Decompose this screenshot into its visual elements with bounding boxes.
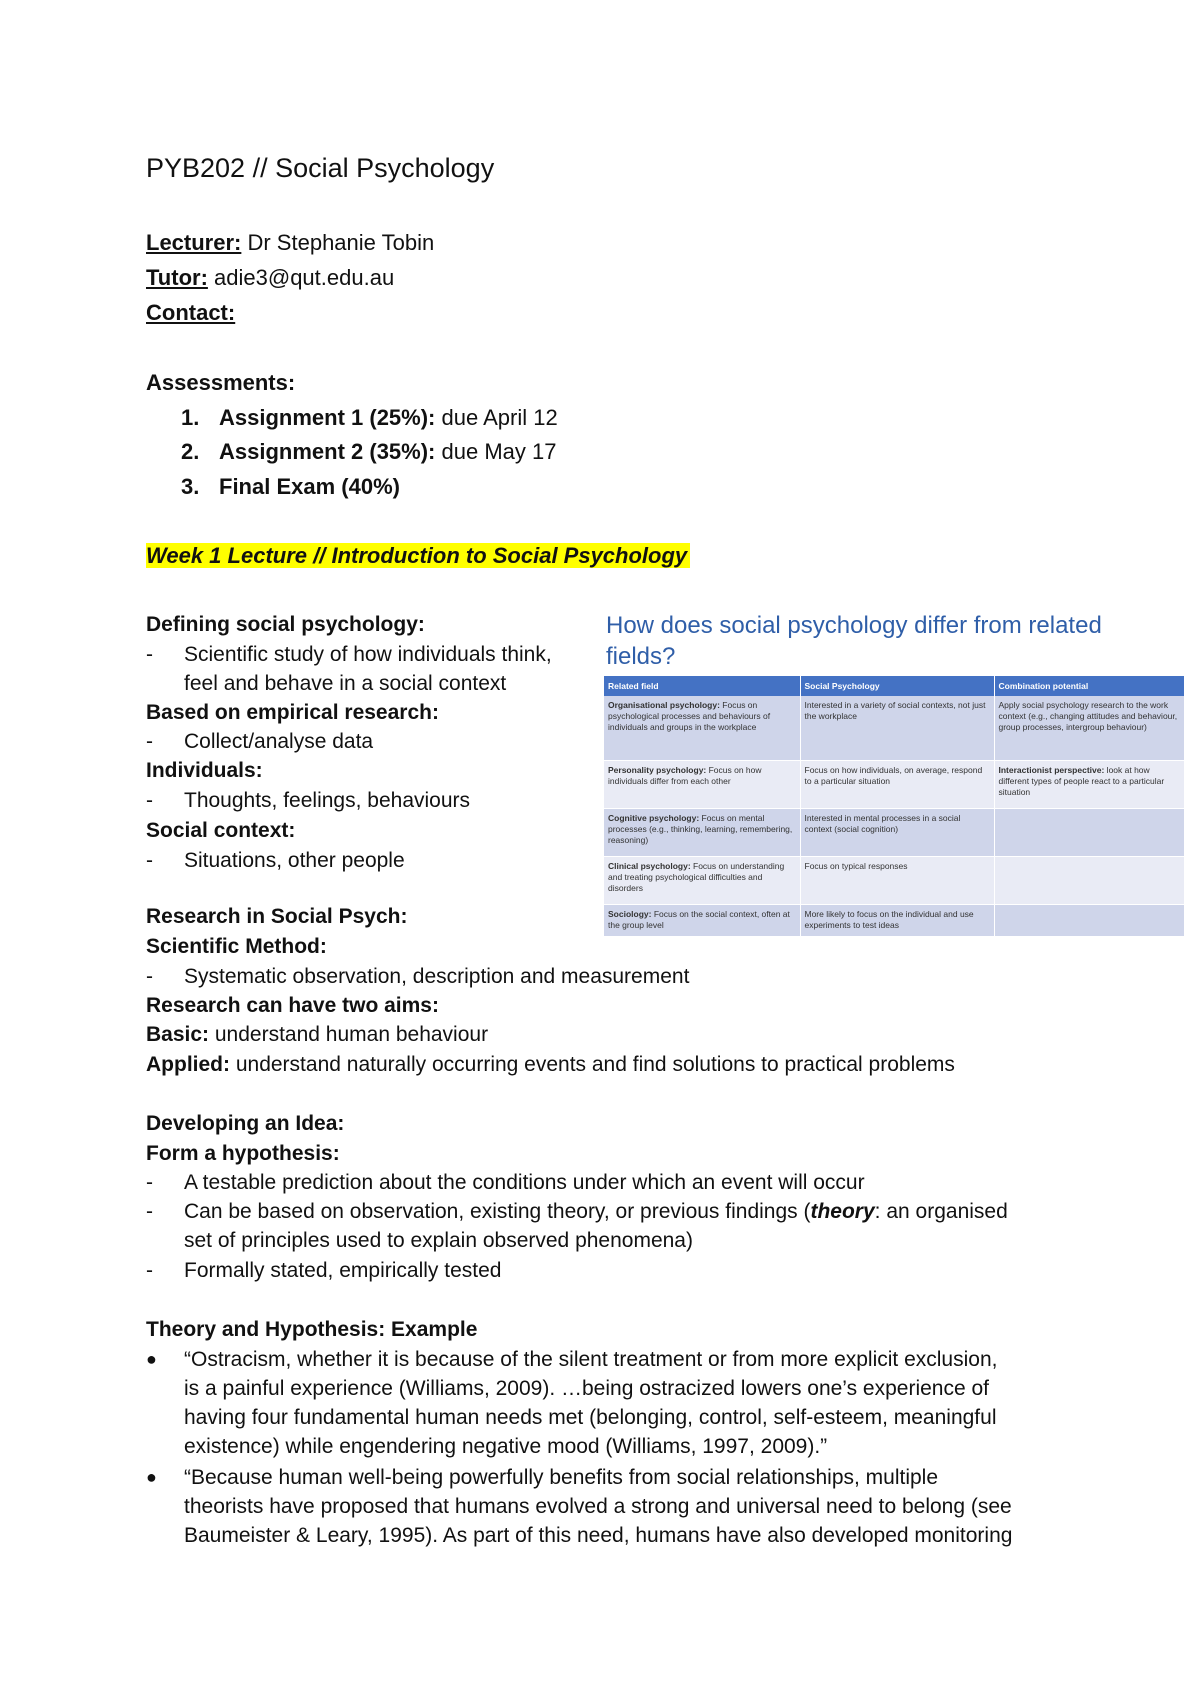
table-cell: Clinical psychology: Focus on understanding and treating psychological difficulties and disorders xyxy=(604,856,800,904)
list-item: - Formally stated, empirically tested xyxy=(146,1259,502,1282)
table-cell: Interactionist perspective: look at how different types of people react to a particular situation xyxy=(994,760,1184,808)
contact-label: Contact: xyxy=(146,300,236,325)
week1-heading-text: Week 1 Lecture // Introduction to Social Psychology xyxy=(146,543,690,568)
list-number: 1. xyxy=(181,405,200,430)
table-cell: Sociology: Focus on the social context, often at the group level xyxy=(604,904,800,936)
table-cell xyxy=(994,808,1184,856)
section-heading: Developing an Idea: xyxy=(146,1112,345,1135)
table-row xyxy=(604,904,1184,936)
section-heading: Individuals: xyxy=(146,759,263,782)
assessment-item xyxy=(181,403,558,433)
list-number: 3. xyxy=(181,474,200,499)
quote-line: Baumeister & Leary, 1995). As part of this need, humans have also developed monitoring xyxy=(184,1524,1013,1547)
assessment-item xyxy=(181,437,556,467)
table-cell: Focus on how individuals, on average, respond to a particular situation xyxy=(800,760,994,808)
section-heading: Theory and Hypothesis: Example xyxy=(146,1318,478,1341)
list-item: - A testable prediction about the conditions under which an event will occur xyxy=(146,1171,865,1194)
assessments-heading: Assessments: xyxy=(146,370,296,395)
list-item: - Situations, other people xyxy=(146,849,405,872)
section-heading: Social context: xyxy=(146,819,296,842)
tutor-label: Tutor: xyxy=(146,265,208,290)
assessment-item xyxy=(181,472,400,502)
quote-line: ● “Ostracism, whether it is because of the silent treatment or from more explicit exclusion, xyxy=(146,1348,998,1371)
list-item: - Systematic observation, description and measurement xyxy=(146,965,690,988)
section-heading: Scientific Method: xyxy=(146,935,327,958)
assessment-name: Final Exam (40%) xyxy=(219,474,400,499)
table-cell: Focus on typical responses xyxy=(800,856,994,904)
table-header: Related field xyxy=(604,676,800,696)
table-header: Combination potential xyxy=(994,676,1184,696)
lecturer-label: Lecturer: xyxy=(146,230,242,255)
table-cell: Personality psychology: Focus on how individuals differ from each other xyxy=(604,760,800,808)
assessment-name: Assignment 1 (25%): xyxy=(219,405,436,430)
list-item: - Can be based on observation, existing theory, or previous findings (theory: an organised xyxy=(146,1200,1008,1223)
table-header: Social Psychology xyxy=(800,676,994,696)
table-cell xyxy=(994,856,1184,904)
assessment-due: due April 12 xyxy=(441,405,558,430)
quote-line: having four fundamental human needs met (belonging, control, self-esteem, meaningful xyxy=(184,1406,997,1429)
table-cell: More likely to focus on the individual and use experiments to test ideas xyxy=(800,904,994,936)
table-cell: Apply social psychology research to the work context (e.g., changing attitudes and behaviour, group processes, intergroup behaviour) xyxy=(994,696,1184,760)
table-row xyxy=(604,760,1184,808)
table-cell: Interested in a variety of social contexts, not just the workplace xyxy=(800,696,994,760)
table-cell: Interested in mental processes in a social context (social cognition) xyxy=(800,808,994,856)
week1-heading xyxy=(146,541,690,571)
quote-line: theorists have proposed that humans evolved a strong and universal need to belong (see xyxy=(184,1495,1012,1518)
table-row xyxy=(604,696,1184,760)
table-cell xyxy=(994,904,1184,936)
page-title: PYB202 // Social Psychology xyxy=(146,153,495,183)
table-header-row xyxy=(604,676,1184,696)
assessment-name: Assignment 2 (35%): xyxy=(219,439,436,464)
tutor-line xyxy=(146,263,394,293)
table-cell: Cognitive psychology: Focus on mental processes (e.g., thinking, learning, remembering, reasoning) xyxy=(604,808,800,856)
list-item: - Thoughts, feelings, behaviours xyxy=(146,789,471,812)
list-item-continuation: set of principles used to explain observed phenomena) xyxy=(184,1229,693,1252)
section-heading: Form a hypothesis: xyxy=(146,1142,340,1165)
quote-line: existence) while engendering negative mood (Williams, 1997, 2009).” xyxy=(184,1435,828,1458)
lecturer-line xyxy=(146,228,434,258)
definition-line: Basic: understand human behaviour xyxy=(146,1023,489,1046)
lecturer-value: Dr Stephanie Tobin xyxy=(247,230,435,255)
section-heading: Research can have two aims: xyxy=(146,994,439,1017)
quote-line: ● “Because human well-being powerfully benefits from social relationships, multiple xyxy=(146,1466,939,1489)
slide-title: How does social psychology differ from related fields? xyxy=(606,612,1102,670)
section-heading: Defining social psychology: xyxy=(146,613,425,636)
assessment-due: due May 17 xyxy=(441,439,557,464)
definition-line: Applied: understand naturally occurring events and find solutions to practical problems xyxy=(146,1053,955,1076)
table-row xyxy=(604,808,1184,856)
section-heading: Based on empirical research: xyxy=(146,701,439,724)
list-item: - Collect/analyse data xyxy=(146,730,374,753)
list-item-continuation: feel and behave in a social context xyxy=(184,672,507,695)
section-heading: Research in Social Psych: xyxy=(146,905,408,928)
table-cell: Organisational psychology: Focus on psychological processes and behaviours of individuals and groups in the workplace xyxy=(604,696,800,760)
list-item: - Scientific study of how individuals think, xyxy=(146,643,552,666)
list-number: 2. xyxy=(181,439,200,464)
related-fields-table xyxy=(604,676,1185,937)
quote-line: is a painful experience (Williams, 2009). …being ostracized lowers one’s experience of xyxy=(184,1377,990,1400)
tutor-email[interactable]: adie3@qut.edu.au xyxy=(214,265,395,290)
table-row xyxy=(604,856,1184,904)
